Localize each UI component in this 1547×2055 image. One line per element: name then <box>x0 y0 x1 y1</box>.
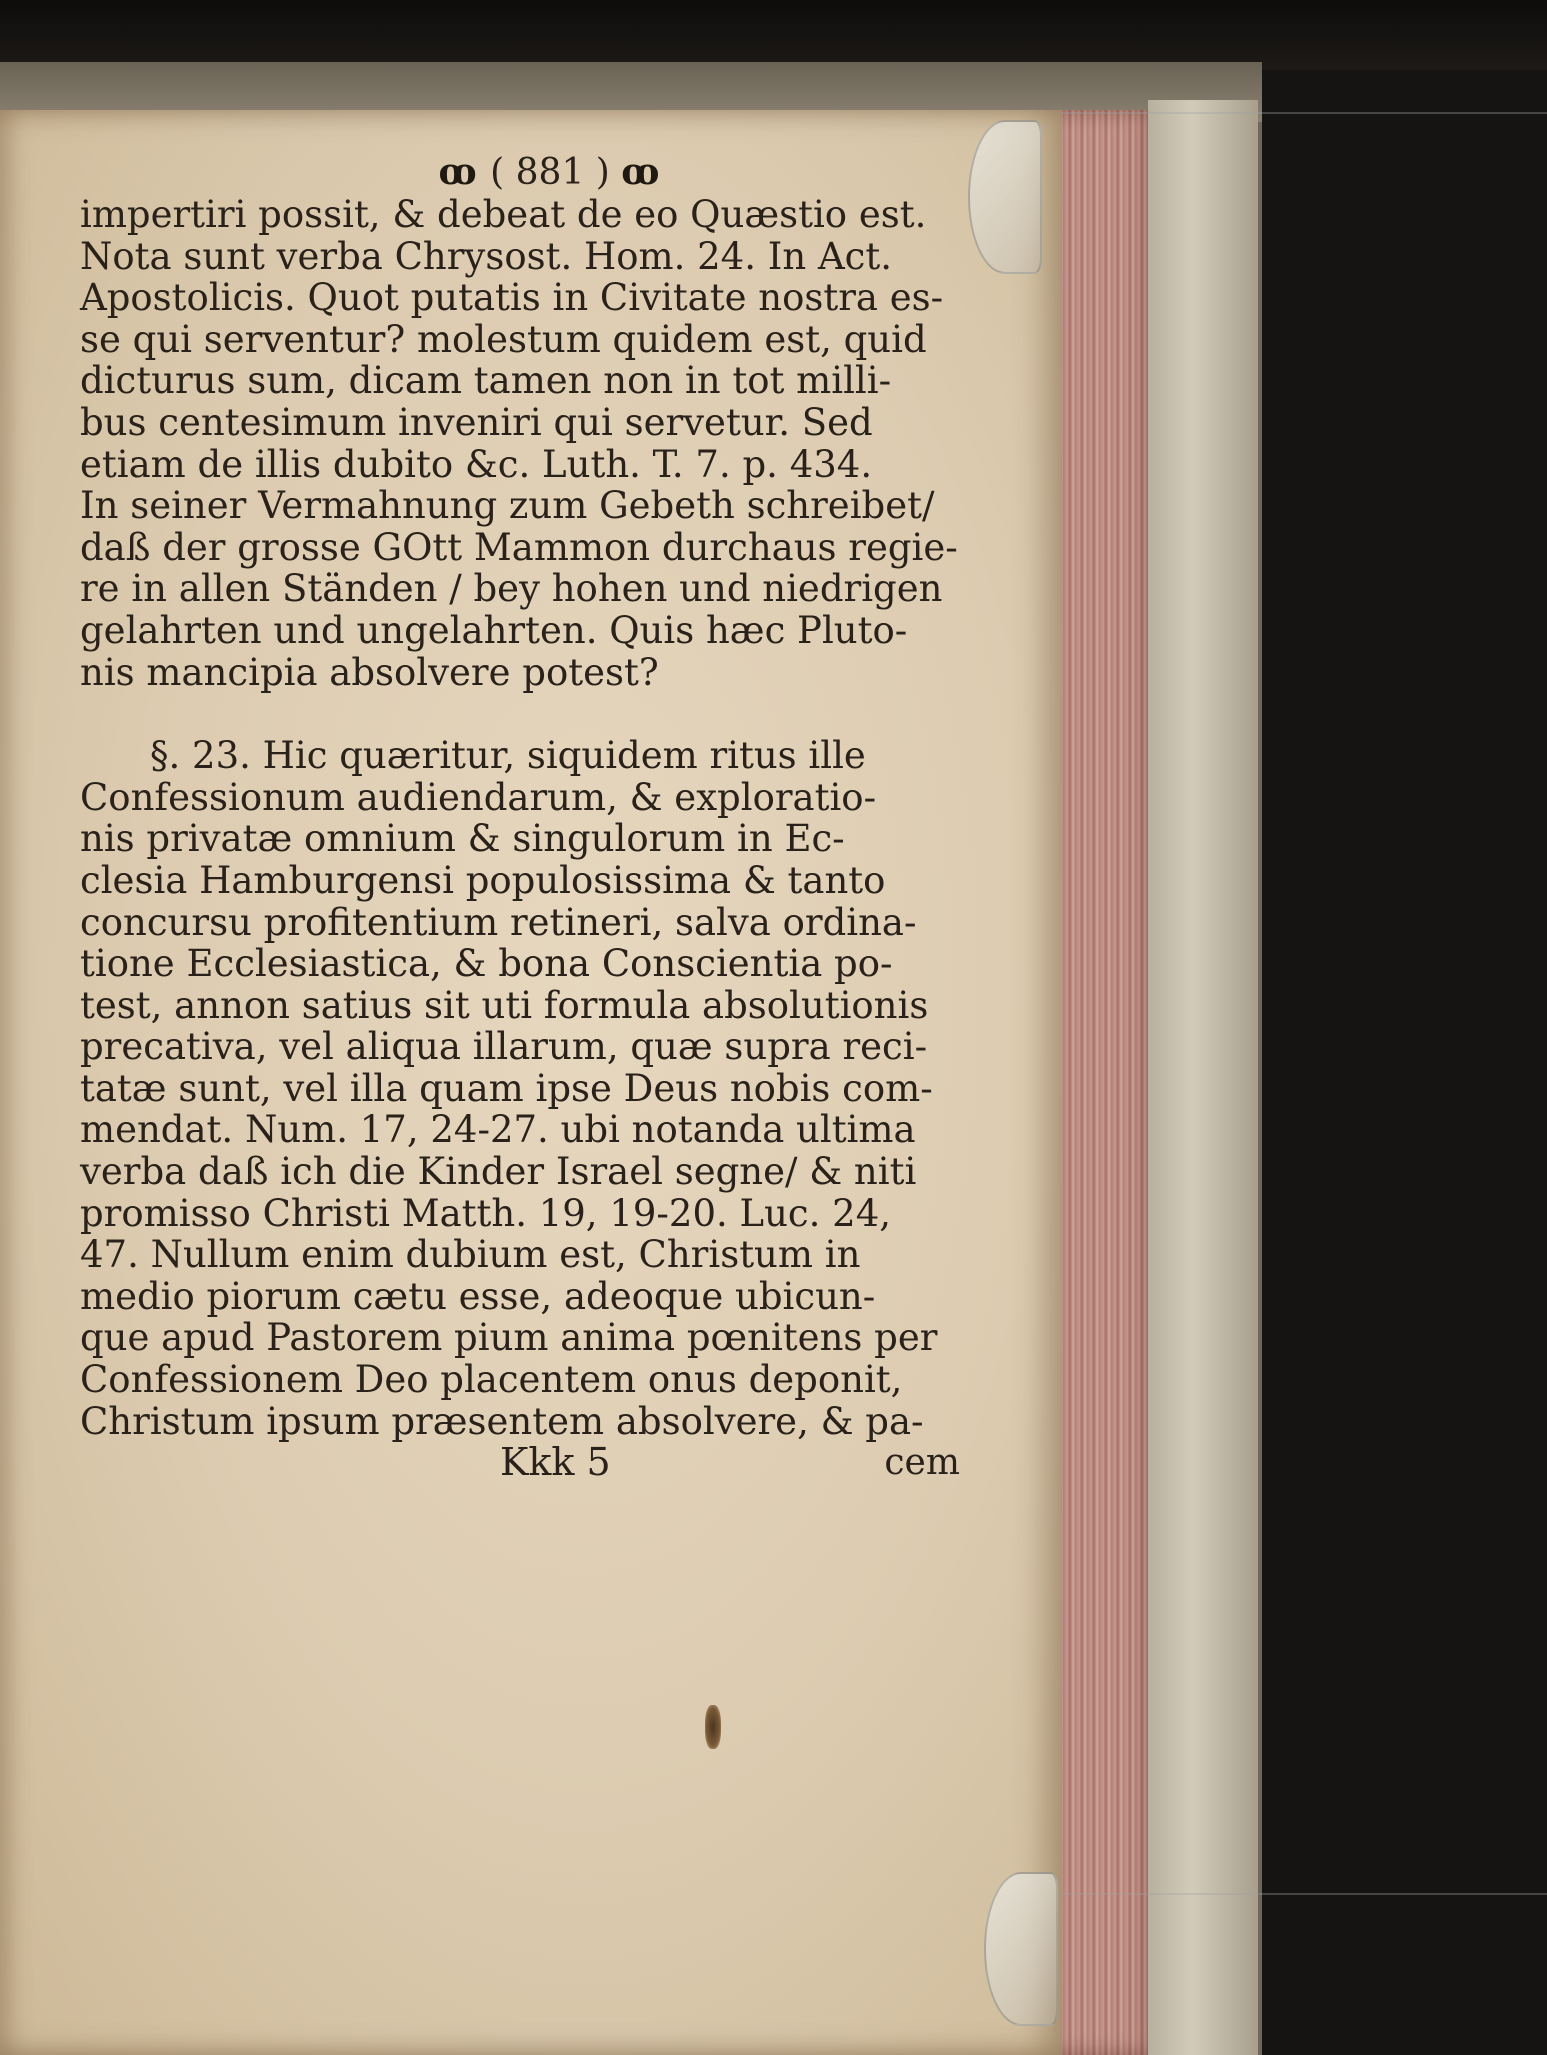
text-line: verba daß ich die Kinder Israel segne/ & niti <box>80 1150 917 1194</box>
text-line: nis privatæ omnium & singulorum in Ec- <box>80 817 845 861</box>
text-line: Confessionem Deo placentem onus deponit, <box>80 1358 903 1402</box>
page-number: ( 881 ) <box>490 152 610 193</box>
text-line: etiam de illis dubito &c. Luth. T. 7. p. 434. <box>80 442 873 486</box>
text-line: medio piorum cætu esse, adeoque ubicun- <box>80 1274 876 1318</box>
text-line: 47. Nullum enim dubium est, Christum in <box>80 1233 861 1277</box>
header-ornament-left: ꝏ <box>438 151 479 193</box>
text-line: Apostolicis. Quot putatis in Civitate nostra es- <box>80 276 944 320</box>
text-line: re in allen Ständen / bey hohen und niedrigen <box>80 567 943 611</box>
page-clip-bottom <box>984 1872 1058 2026</box>
rule-line <box>1060 112 1547 114</box>
ink-stain <box>705 1705 721 1749</box>
text-line: impertiri possit, & debeat de eo Quæstio est. <box>80 193 927 236</box>
catchword: cem <box>884 1442 960 1484</box>
text-line: Confessionum audiendarum, & exploratio- <box>80 775 877 819</box>
text-line: In seiner Vermahnung zum Gebeth schreibet/ <box>80 484 935 528</box>
page-text <box>80 150 1000 1486</box>
paragraph-gap <box>80 693 1000 735</box>
text-line: tatæ sunt, vel illa quam ipse Deus nobis com- <box>80 1066 933 1110</box>
text-line: se qui serventur? molestum quidem est, quid <box>80 317 927 361</box>
header-ornament-right: ꝏ <box>621 151 662 193</box>
text-line: dicturus sum, dicam tamen non in tot milli- <box>80 359 892 403</box>
page-footer <box>80 1442 1000 1486</box>
text-line: bus centesimum inveniri qui servetur. Sed <box>80 400 873 444</box>
cover-edge <box>1148 100 1258 2055</box>
text-line: daß der grosse GOtt Mammon durchaus regie- <box>80 525 958 569</box>
text-line: Christum ipsum præsentem absolvere, & pa- <box>80 1399 924 1443</box>
signature-mark: Kkk 5 <box>500 1440 611 1485</box>
background-shadow <box>0 0 1547 70</box>
text-line: tione Ecclesiastica, & bona Conscientia po- <box>80 942 893 986</box>
text-line: concursu profitentium retineri, salva ordina- <box>80 900 917 944</box>
text-line: clesia Hamburgensi populosissima & tanto <box>80 858 886 902</box>
text-line: Nota sunt verba Chrysost. Hom. 24. In Act. <box>80 234 893 278</box>
text-line: nis mancipia absolvere potest? <box>80 650 659 694</box>
text-line: gelahrten und ungelahrten. Quis hæc Pluto- <box>80 608 908 652</box>
text-line: precativa, vel aliqua illarum, quæ supra reci- <box>80 1025 928 1069</box>
rule-line <box>1060 1893 1547 1895</box>
page-header <box>80 150 1000 194</box>
text-line: test, annon satius sit uti formula absolutionis <box>80 983 929 1027</box>
paragraph-first-line: §. 23. Hic quæritur, siquidem ritus ille <box>150 734 866 778</box>
text-line: que apud Pastorem pium anima pœnitens per <box>80 1316 938 1360</box>
text-line: mendat. Num. 17, 24-27. ubi notanda ultima <box>80 1108 916 1152</box>
text-line: promisso Christi Matth. 19, 19-20. Luc. 24, <box>80 1191 892 1235</box>
